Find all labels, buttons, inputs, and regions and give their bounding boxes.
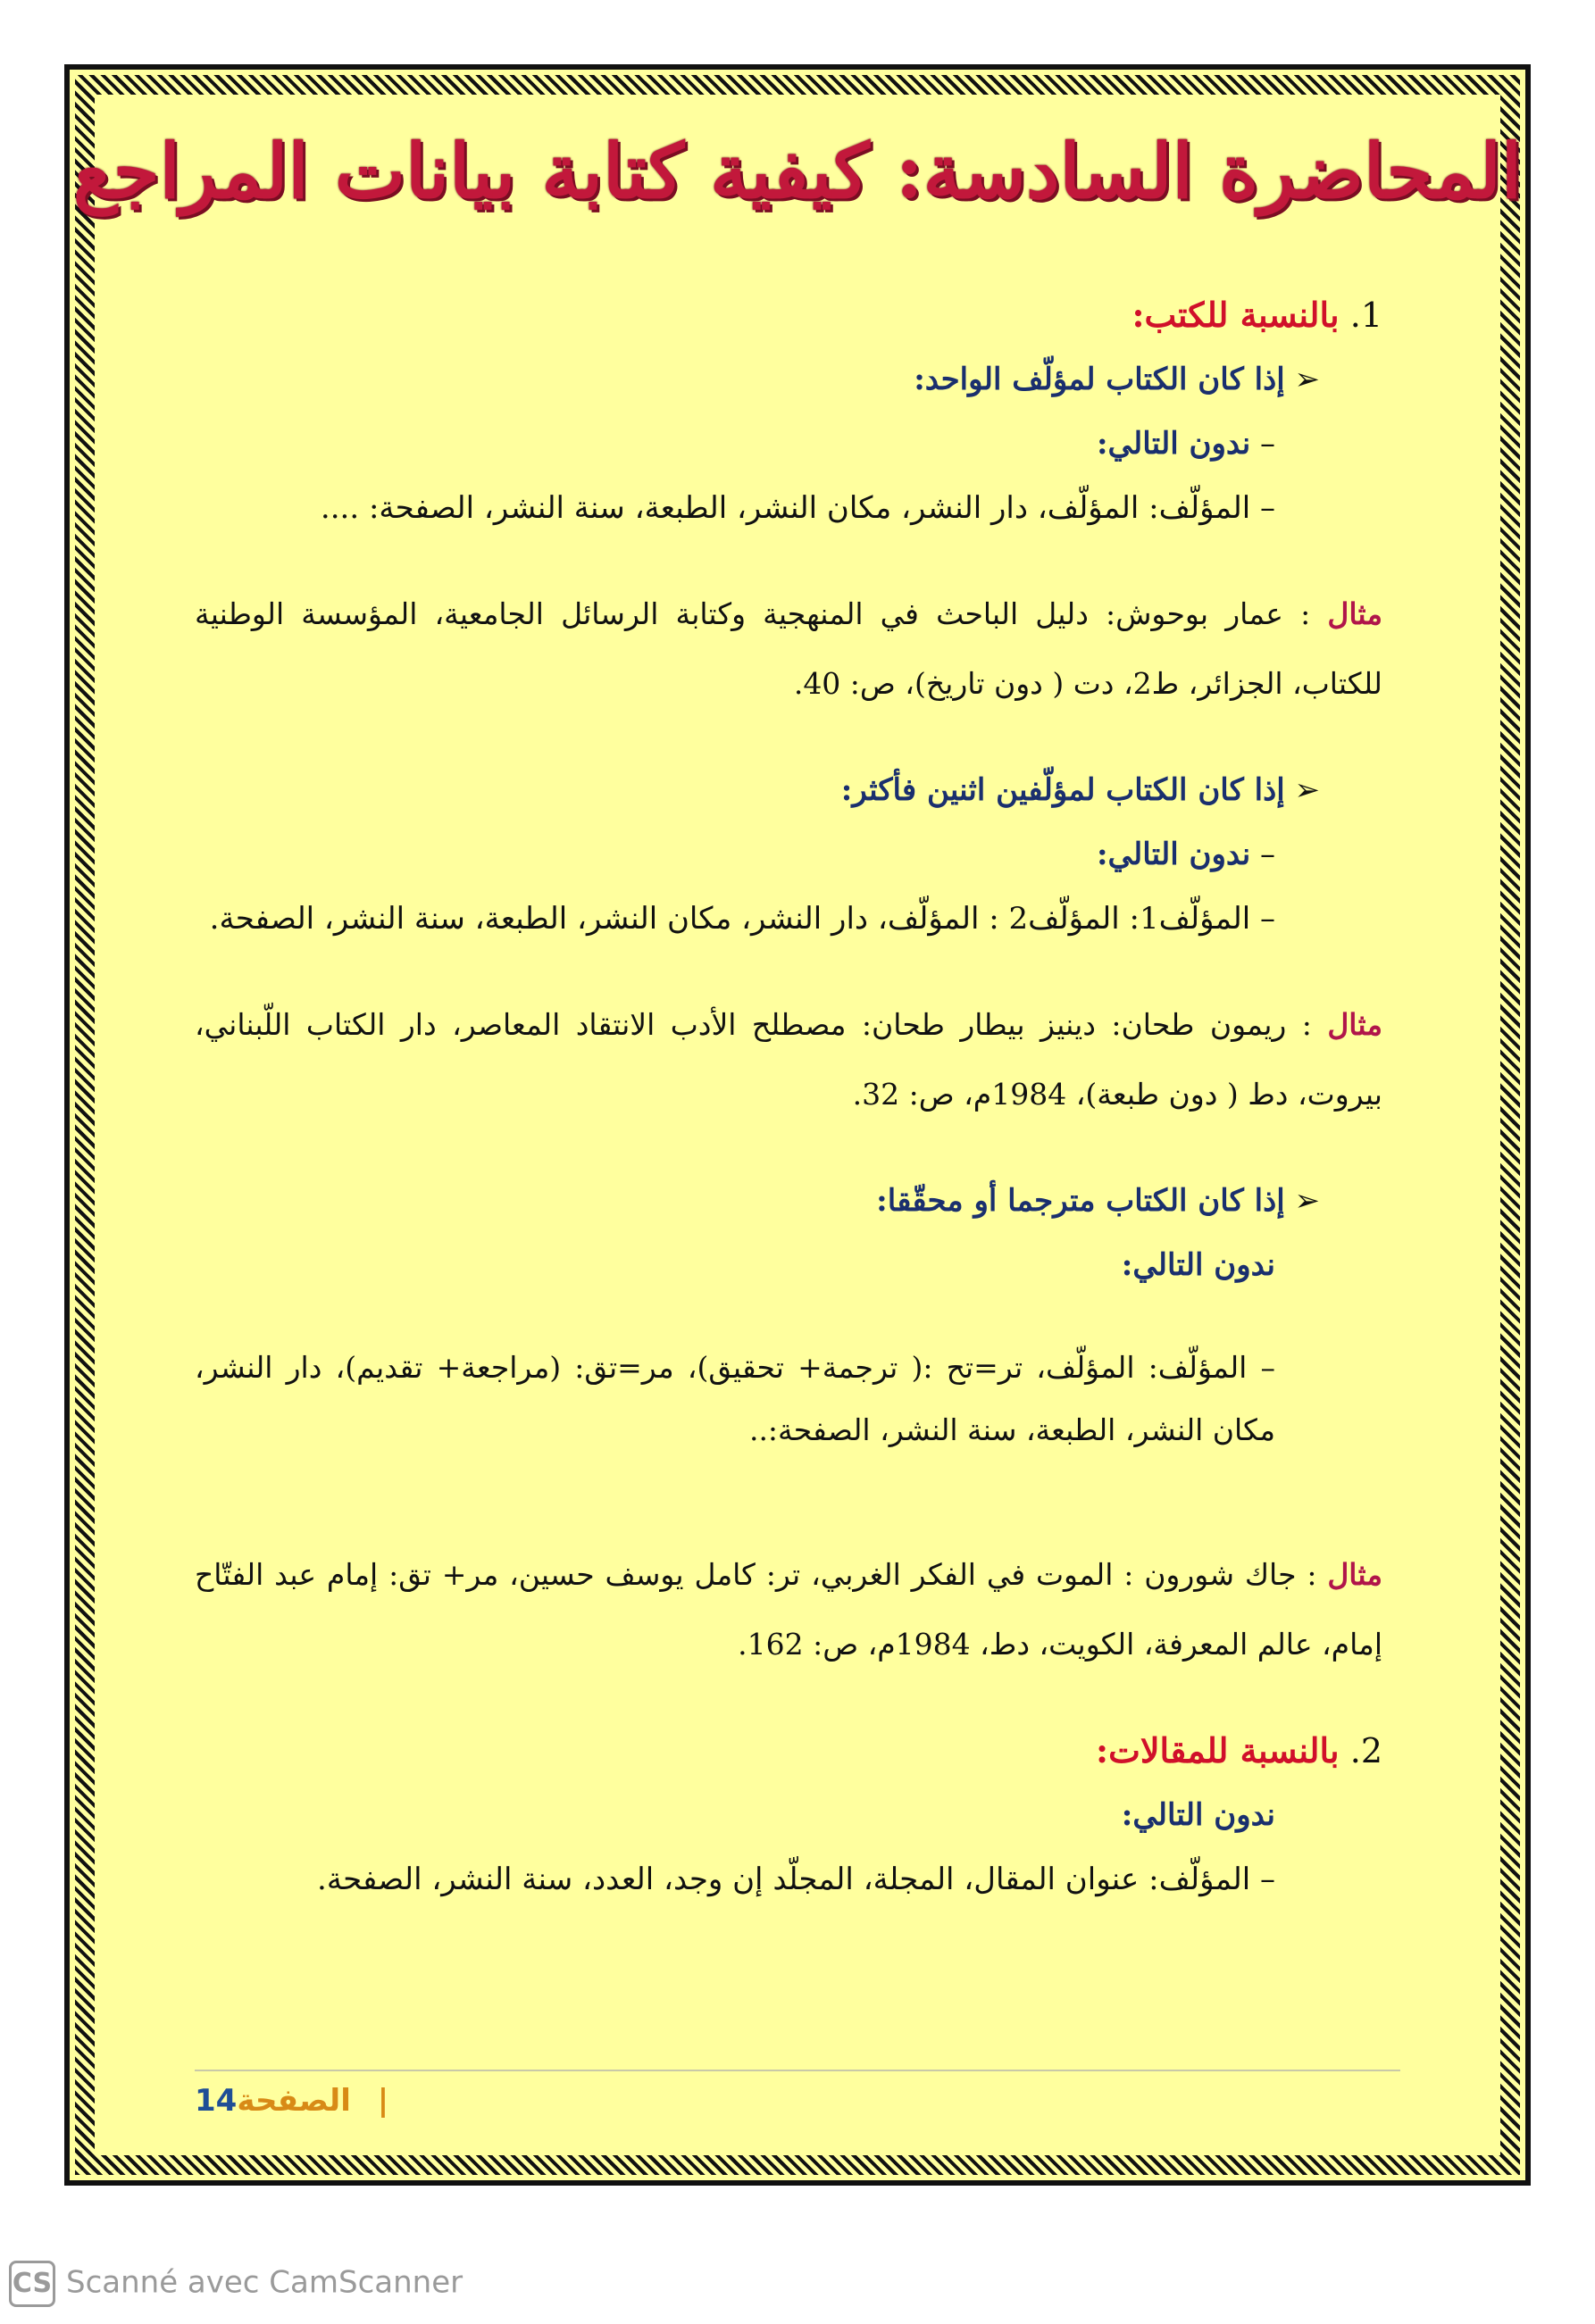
section-heading-books: 1. بالنسبة للكتب: xyxy=(1132,295,1382,335)
instruction-line: – ندون التالي: xyxy=(1096,837,1275,872)
example-paragraph: مثال : ريمون طحان: دينيز بيطار طحان: مصطلح الأدب الانتقاد المعاصر، دار الكتاب اللّبناني، بيروت، دط ( دون طبعة)، 1984م، ص: 32. xyxy=(195,1007,1382,1112)
example-paragraph: مثال : عمار بوحوش: دليل الباحث في المنهجية وكتابة الرسائل الجامعية، المؤسسة الوطنية للكتاب، الجزائر، ط2، دت ( دون تاريخ)، ص: 40. xyxy=(195,596,1383,701)
format-line: – المؤلّف: المؤلّف، تر=تح :( ترجمة+ تحقيق)، مر=تق: (مراجعة+ تقديم)، دار النشر، مكان النشر، الطبعة، سنة النشر، الصفحة:.. xyxy=(195,1350,1275,1447)
subheading-translated: ➢ إذا كان الكتاب مترجما أو محقّقا: xyxy=(876,1183,1320,1219)
format-line: – المؤلّف: المؤلّف، دار النشر، مكان النشر، الطبعة، سنة النشر، الصفحة: .... xyxy=(320,490,1275,526)
scanner-watermark xyxy=(9,2261,902,2314)
footer-bar: | xyxy=(377,2083,389,2119)
page-number: 14 xyxy=(195,2083,238,2119)
instruction-line: ندون التالي: xyxy=(1121,1247,1275,1283)
page-word: الصفحة xyxy=(237,2083,351,2119)
scanner-text: Scanné avec CamScanner xyxy=(66,2264,463,2301)
document-body xyxy=(195,293,1382,1902)
section-heading-articles: 2. بالنسبة للمقالات: xyxy=(1096,1730,1382,1770)
page-title: المحاضرة السادسة: كيفية كتابة بيانات المراجع xyxy=(72,127,1523,215)
format-line: – المؤلّف: عنوان المقال، المجلة، المجلّد إن وجد، العدد، سنة النشر، الصفحة. xyxy=(317,1862,1275,1897)
instruction-line: ندون التالي: xyxy=(1121,1797,1275,1833)
document-page xyxy=(64,64,1531,2186)
page-footer xyxy=(195,2083,388,2119)
arrow-bullet-icon: ➢ xyxy=(1284,1183,1320,1219)
arrow-bullet-icon: ➢ xyxy=(1284,362,1320,397)
subheading-multi-author: ➢ إذا كان الكتاب لمؤلّفين اثنين فأكثر: xyxy=(840,772,1320,808)
example-paragraph: مثال : جاك شورون : الموت في الفكر الغربي، تر: كامل يوسف حسين، مر+ تق: إمام عبد الفتّاح إمام، عالم المعرفة، الكويت، دط، 1984م، ص: 162. xyxy=(195,1557,1382,1662)
camscanner-logo-icon: CS xyxy=(9,2261,55,2307)
instruction-line: – ندون التالي: xyxy=(1096,426,1275,462)
arrow-bullet-icon: ➢ xyxy=(1284,772,1320,808)
format-line: – المؤلّف1: المؤلّف2 : المؤلّف، دار النشر، مكان النشر، الطبعة، سنة النشر، الصفحة. xyxy=(209,901,1275,937)
footer-divider xyxy=(195,2070,1400,2071)
subheading-single-author: ➢ إذا كان الكتاب لمؤلّف الواحد: xyxy=(914,362,1320,397)
